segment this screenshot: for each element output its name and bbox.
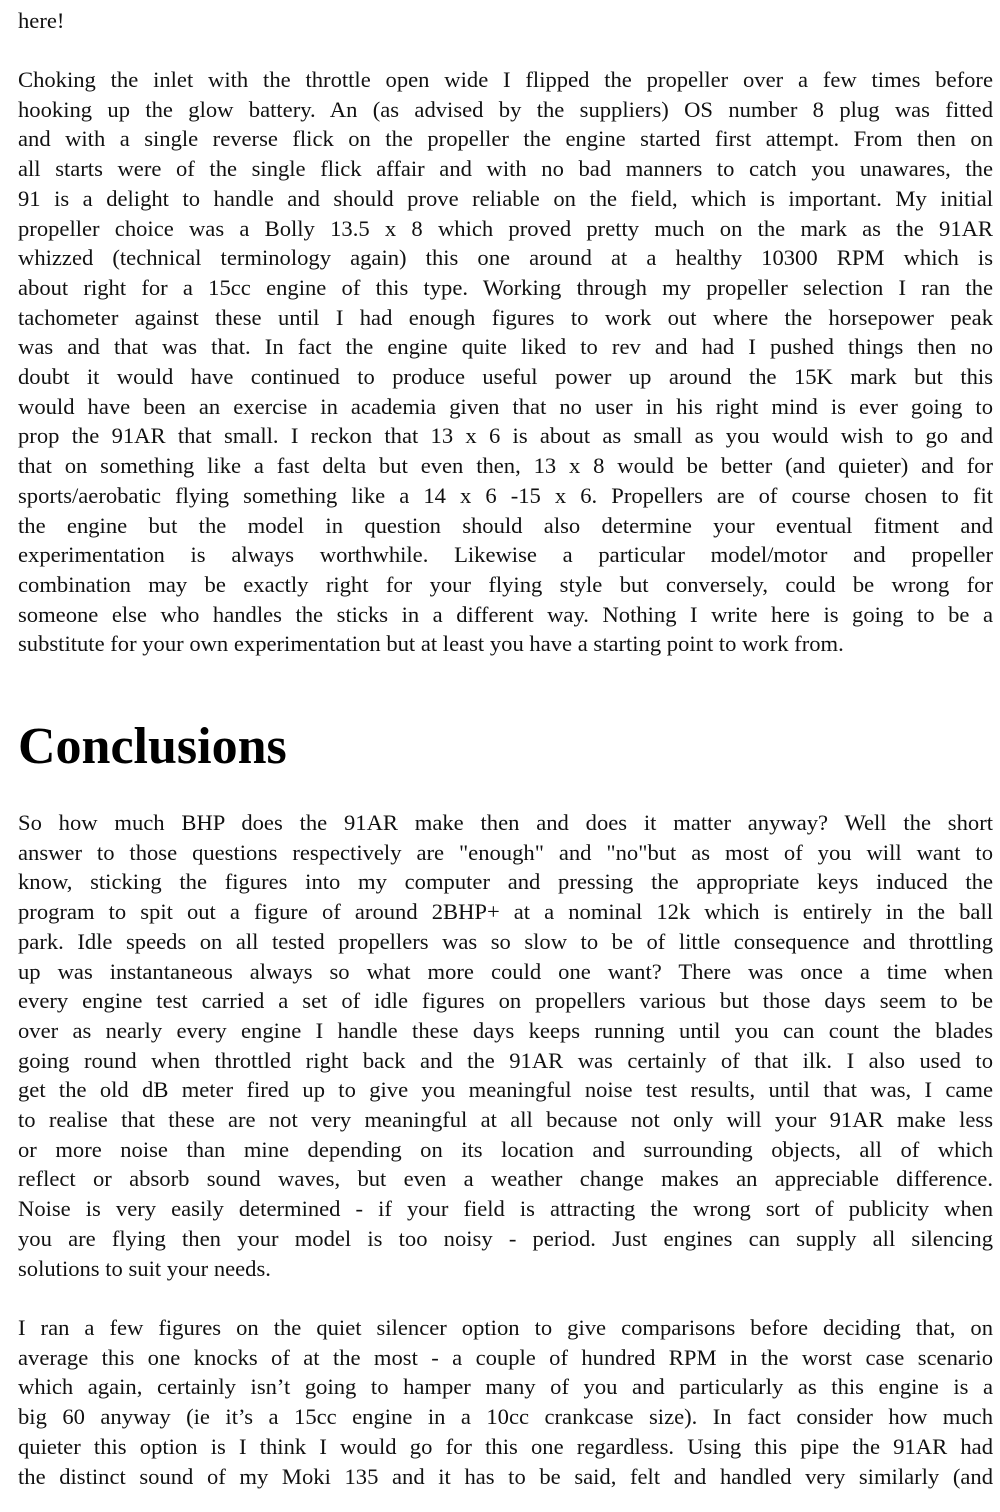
text-line: about right for a 15cc engine of this type. Working through my propeller selection I ran the bbox=[18, 274, 993, 300]
text-line: which again, certainly isn’t going to hamper many of you and particularly as this engine is a bbox=[18, 1374, 993, 1400]
text-line: program to spit out a figure of around 2BHP+ at a nominal 12k which is entirely in the ball bbox=[18, 899, 993, 925]
text-line: was and that was that. In fact the engine quite liked to rev and had I pushed things then no bbox=[18, 334, 993, 360]
text-line: prop the 91AR that small. I reckon that 13 x 6 is about as small as you would wish to go and bbox=[18, 423, 993, 449]
text-line: solutions to suit your needs. bbox=[18, 1255, 271, 1281]
text-line: hooking up the glow battery. An (as advised by the suppliers) OS number 8 plug was fitted bbox=[18, 96, 993, 122]
text-line: reflect or absorb sound waves, but even a weather change makes an appreciable difference. bbox=[18, 1166, 993, 1192]
text-line: park. Idle speeds on all tested propellers was so slow to be of little consequence and throttling bbox=[18, 928, 993, 954]
conclusions-paragraph bbox=[18, 808, 993, 1283]
text-line: quieter this option is I think I would go for this one regardless. Using this pipe the 91AR had bbox=[18, 1433, 993, 1459]
text-line: get the old dB meter fired up to give you meaningful noise test results, until that was, I came bbox=[18, 1077, 993, 1103]
text-line: So how much BHP does the 91AR make then and does it matter anyway? Well the short bbox=[18, 810, 993, 835]
text-line: average this one knocks of at the most - a couple of hundred RPM in the worst case scenario bbox=[18, 1344, 993, 1370]
text-line: or more noise than mine depending on its location and surrounding objects, all of which bbox=[18, 1136, 993, 1162]
text-line: combination may be exactly right for your flying style but conversely, could be wrong for bbox=[18, 571, 993, 597]
text-line: every engine test carried a set of idle figures on propellers various but those days seem to be bbox=[18, 988, 993, 1014]
text-line: whizzed (technical terminology again) this one around at a healthy 10300 RPM which is bbox=[18, 245, 993, 271]
text-line: you are flying then your model is too noisy - period. Just engines can supply all silencing bbox=[18, 1225, 993, 1251]
text-line: would have been an exercise in academia given that no user in his right mind is ever going to bbox=[18, 393, 993, 419]
text-line: know, sticking the figures into my computer and pressing the appropriate keys induced the bbox=[18, 869, 993, 895]
text-line: here! bbox=[18, 8, 65, 33]
text-line: over as nearly every engine I handle these days keeps running until you can count the blades bbox=[18, 1017, 993, 1043]
text-line: the distinct sound of my Moki 135 and it has to be said, felt and handled very similarly (and bbox=[18, 1463, 993, 1489]
text-line: substitute for your own experimentation but at least you have a starting point to work from. bbox=[18, 631, 844, 657]
text-line: going round when throttled right back and the 91AR was certainly of that ilk. I also used to bbox=[18, 1047, 993, 1073]
text-line: the engine but the model in question should also determine your eventual fitment and bbox=[18, 512, 993, 538]
text-line: up was instantaneous always so what more could one want? There was once a time when bbox=[18, 958, 993, 984]
text-line: to realise that these are not very meaningful at all because not only will your 91AR make less bbox=[18, 1107, 993, 1133]
text-line: Choking the inlet with the throttle open wide I flipped the propeller over a few times before bbox=[18, 67, 993, 92]
text-line: I ran a few figures on the quiet silencer option to give comparisons before deciding that, on bbox=[18, 1315, 993, 1340]
text-line: and with a single reverse flick on the propeller the engine started first attempt. From then on bbox=[18, 126, 993, 152]
text-line: Noise is very easily determined - if your field is attracting the wrong sort of publicity when bbox=[18, 1196, 993, 1222]
text-line: propeller choice was a Bolly 13.5 x 8 which proved pretty much on the mark as the 91AR bbox=[18, 215, 993, 241]
silencer-paragraph bbox=[18, 1313, 993, 1491]
text-line: 91 is a delight to handle and should prove reliable on the field, which is important. My initial bbox=[18, 185, 993, 211]
text-line: tachometer against these until I had enough figures to work out where the horsepower peak bbox=[18, 304, 993, 330]
text-line: answer to those questions respectively are "enough" and "no"but as most of you will want to bbox=[18, 839, 993, 865]
text-line: all starts were of the single flick affair and with no bad manners to catch you unawares, the bbox=[18, 156, 993, 182]
fragment-paragraph bbox=[18, 6, 993, 36]
text-line: big 60 anyway (ie it’s a 15cc engine in a 10cc crankcase size). In fact consider how much bbox=[18, 1404, 993, 1430]
section-heading: Conclusions bbox=[18, 718, 287, 775]
text-line: that on something like a fast delta but even then, 13 x 8 would be better (and quieter) and for bbox=[18, 453, 993, 479]
text-line: sports/aerobatic flying something like a 14 x 6 -15 x 6. Propellers are of course chosen to fit bbox=[18, 482, 993, 508]
text-line: doubt it would have continued to produce useful power up around the 15K mark but this bbox=[18, 364, 993, 390]
text-line: someone else who handles the sticks in a different way. Nothing I write here is going to be a bbox=[18, 601, 993, 627]
propeller-paragraph bbox=[18, 65, 993, 659]
text-line: experimentation is always worthwhile. Likewise a particular model/motor and propeller bbox=[18, 542, 993, 568]
